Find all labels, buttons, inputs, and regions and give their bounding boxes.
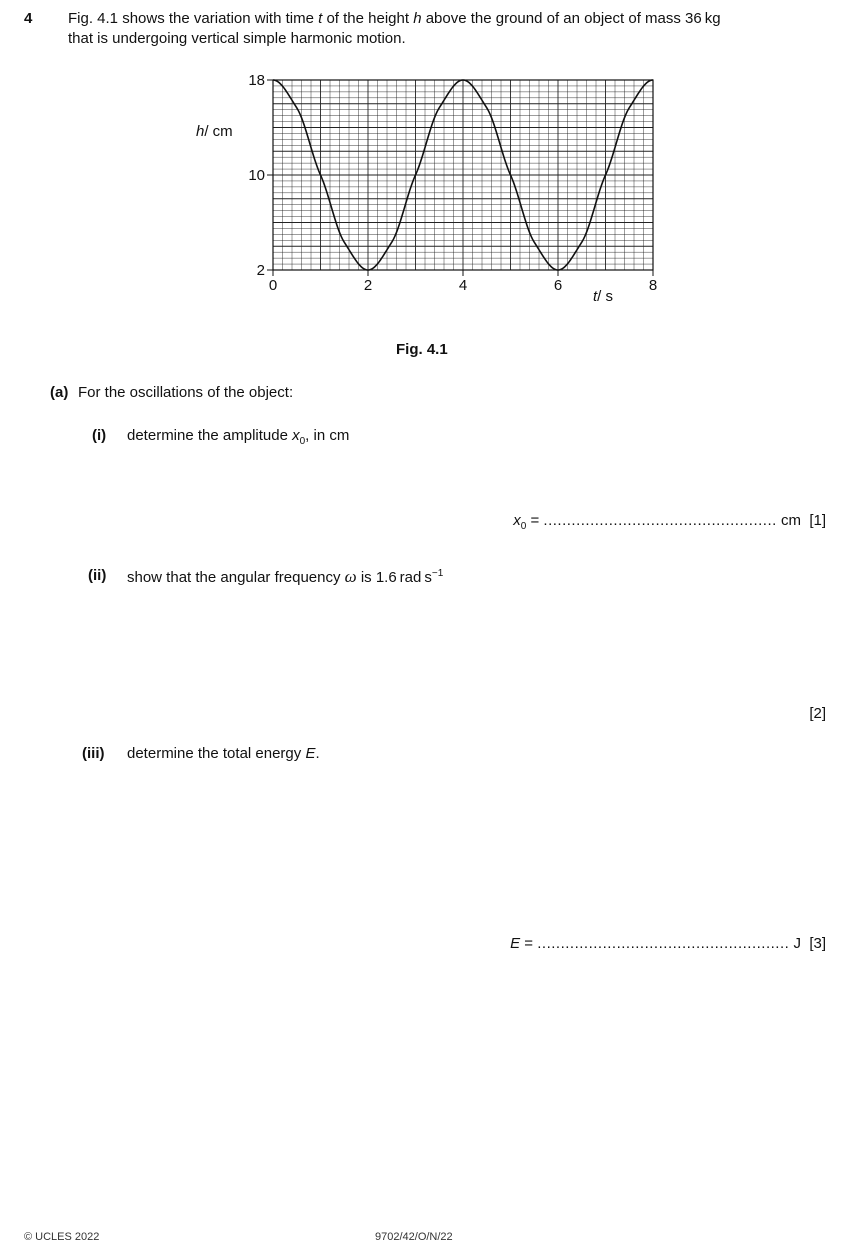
footer-copyright: © UCLES 2022	[24, 1231, 100, 1243]
y-tick-label: 2	[256, 262, 265, 279]
part-iii-var: E	[305, 745, 316, 762]
part-i-text	[127, 427, 349, 447]
marks-part-iii: [3]	[809, 935, 826, 952]
stem-var-h: h	[413, 10, 422, 27]
x-tick-label: 6	[553, 277, 563, 294]
x-tick-label: 2	[363, 277, 373, 294]
part-ii-text	[127, 567, 443, 587]
question-stem-line1	[68, 10, 721, 27]
answer-line-x0[interactable]	[513, 512, 826, 532]
answer-e-var: E	[510, 935, 521, 952]
y-tick-label: 10	[248, 167, 265, 184]
y-label-unit: / cm	[204, 123, 233, 140]
part-i-sub: 0	[299, 436, 306, 447]
graph-grid	[273, 80, 653, 270]
answer-x-sub: 0	[520, 521, 527, 532]
answer-x-dots[interactable]: ..................................................	[543, 512, 777, 529]
marks-part-ii: [2]	[809, 705, 826, 722]
part-ii-label: (ii)	[88, 567, 107, 584]
answer-x-var: x	[513, 512, 521, 529]
x-tick-label: 8	[648, 277, 658, 294]
part-i-text-b: , in cm	[305, 427, 350, 444]
answer-e-unit: J	[793, 935, 801, 952]
stem-text-c: above the ground of an object of mass 36 kg	[421, 10, 721, 27]
figure-caption: Fig. 4.1	[396, 341, 448, 358]
marks-part-i: [1]	[809, 512, 826, 529]
x-tick-label: 4	[458, 277, 468, 294]
x-tick-label: 0	[268, 277, 278, 294]
stem-var-t: t	[318, 10, 323, 27]
answer-e-eq: =	[520, 935, 538, 952]
answer-e-dots[interactable]: ......................................................	[537, 935, 790, 952]
part-i-var: x	[292, 427, 300, 444]
part-iii-label: (iii)	[82, 745, 105, 762]
part-iii-text-b: .	[315, 745, 320, 762]
y-axis-label	[196, 123, 233, 140]
x-label-var: t	[593, 288, 598, 305]
question-stem-line2: that is undergoing vertical simple harmonic motion.	[68, 30, 406, 47]
y-tick-label: 18	[248, 72, 265, 89]
answer-x-eq: =	[526, 512, 544, 529]
part-iii-text	[127, 745, 320, 762]
x-axis-label	[593, 288, 613, 305]
y-label-var: h	[196, 123, 205, 140]
part-a-text: For the oscillations of the object:	[78, 384, 294, 401]
question-number: 4	[24, 10, 33, 27]
part-ii-text-b: is 1.6 rad s	[356, 569, 432, 586]
omega-symbol: ω	[344, 567, 357, 586]
part-ii-sup: −1	[431, 568, 444, 579]
part-i-label: (i)	[92, 427, 107, 444]
footer-code: 9702/42/O/N/22	[375, 1231, 453, 1243]
answer-x-unit: cm	[780, 512, 801, 529]
part-iii-text-a: determine the total energy	[127, 745, 306, 762]
part-a-label: (a)	[50, 384, 69, 401]
stem-text-a: Fig. 4.1 shows the variation with time	[68, 10, 319, 27]
part-ii-text-a: show that the angular frequency	[127, 569, 345, 586]
stem-text-b: of the height	[322, 10, 414, 27]
shm-graph	[0, 50, 852, 370]
answer-line-energy[interactable]	[510, 935, 826, 952]
part-i-text-a: determine the amplitude	[127, 427, 293, 444]
x-label-unit: / s	[597, 288, 614, 305]
